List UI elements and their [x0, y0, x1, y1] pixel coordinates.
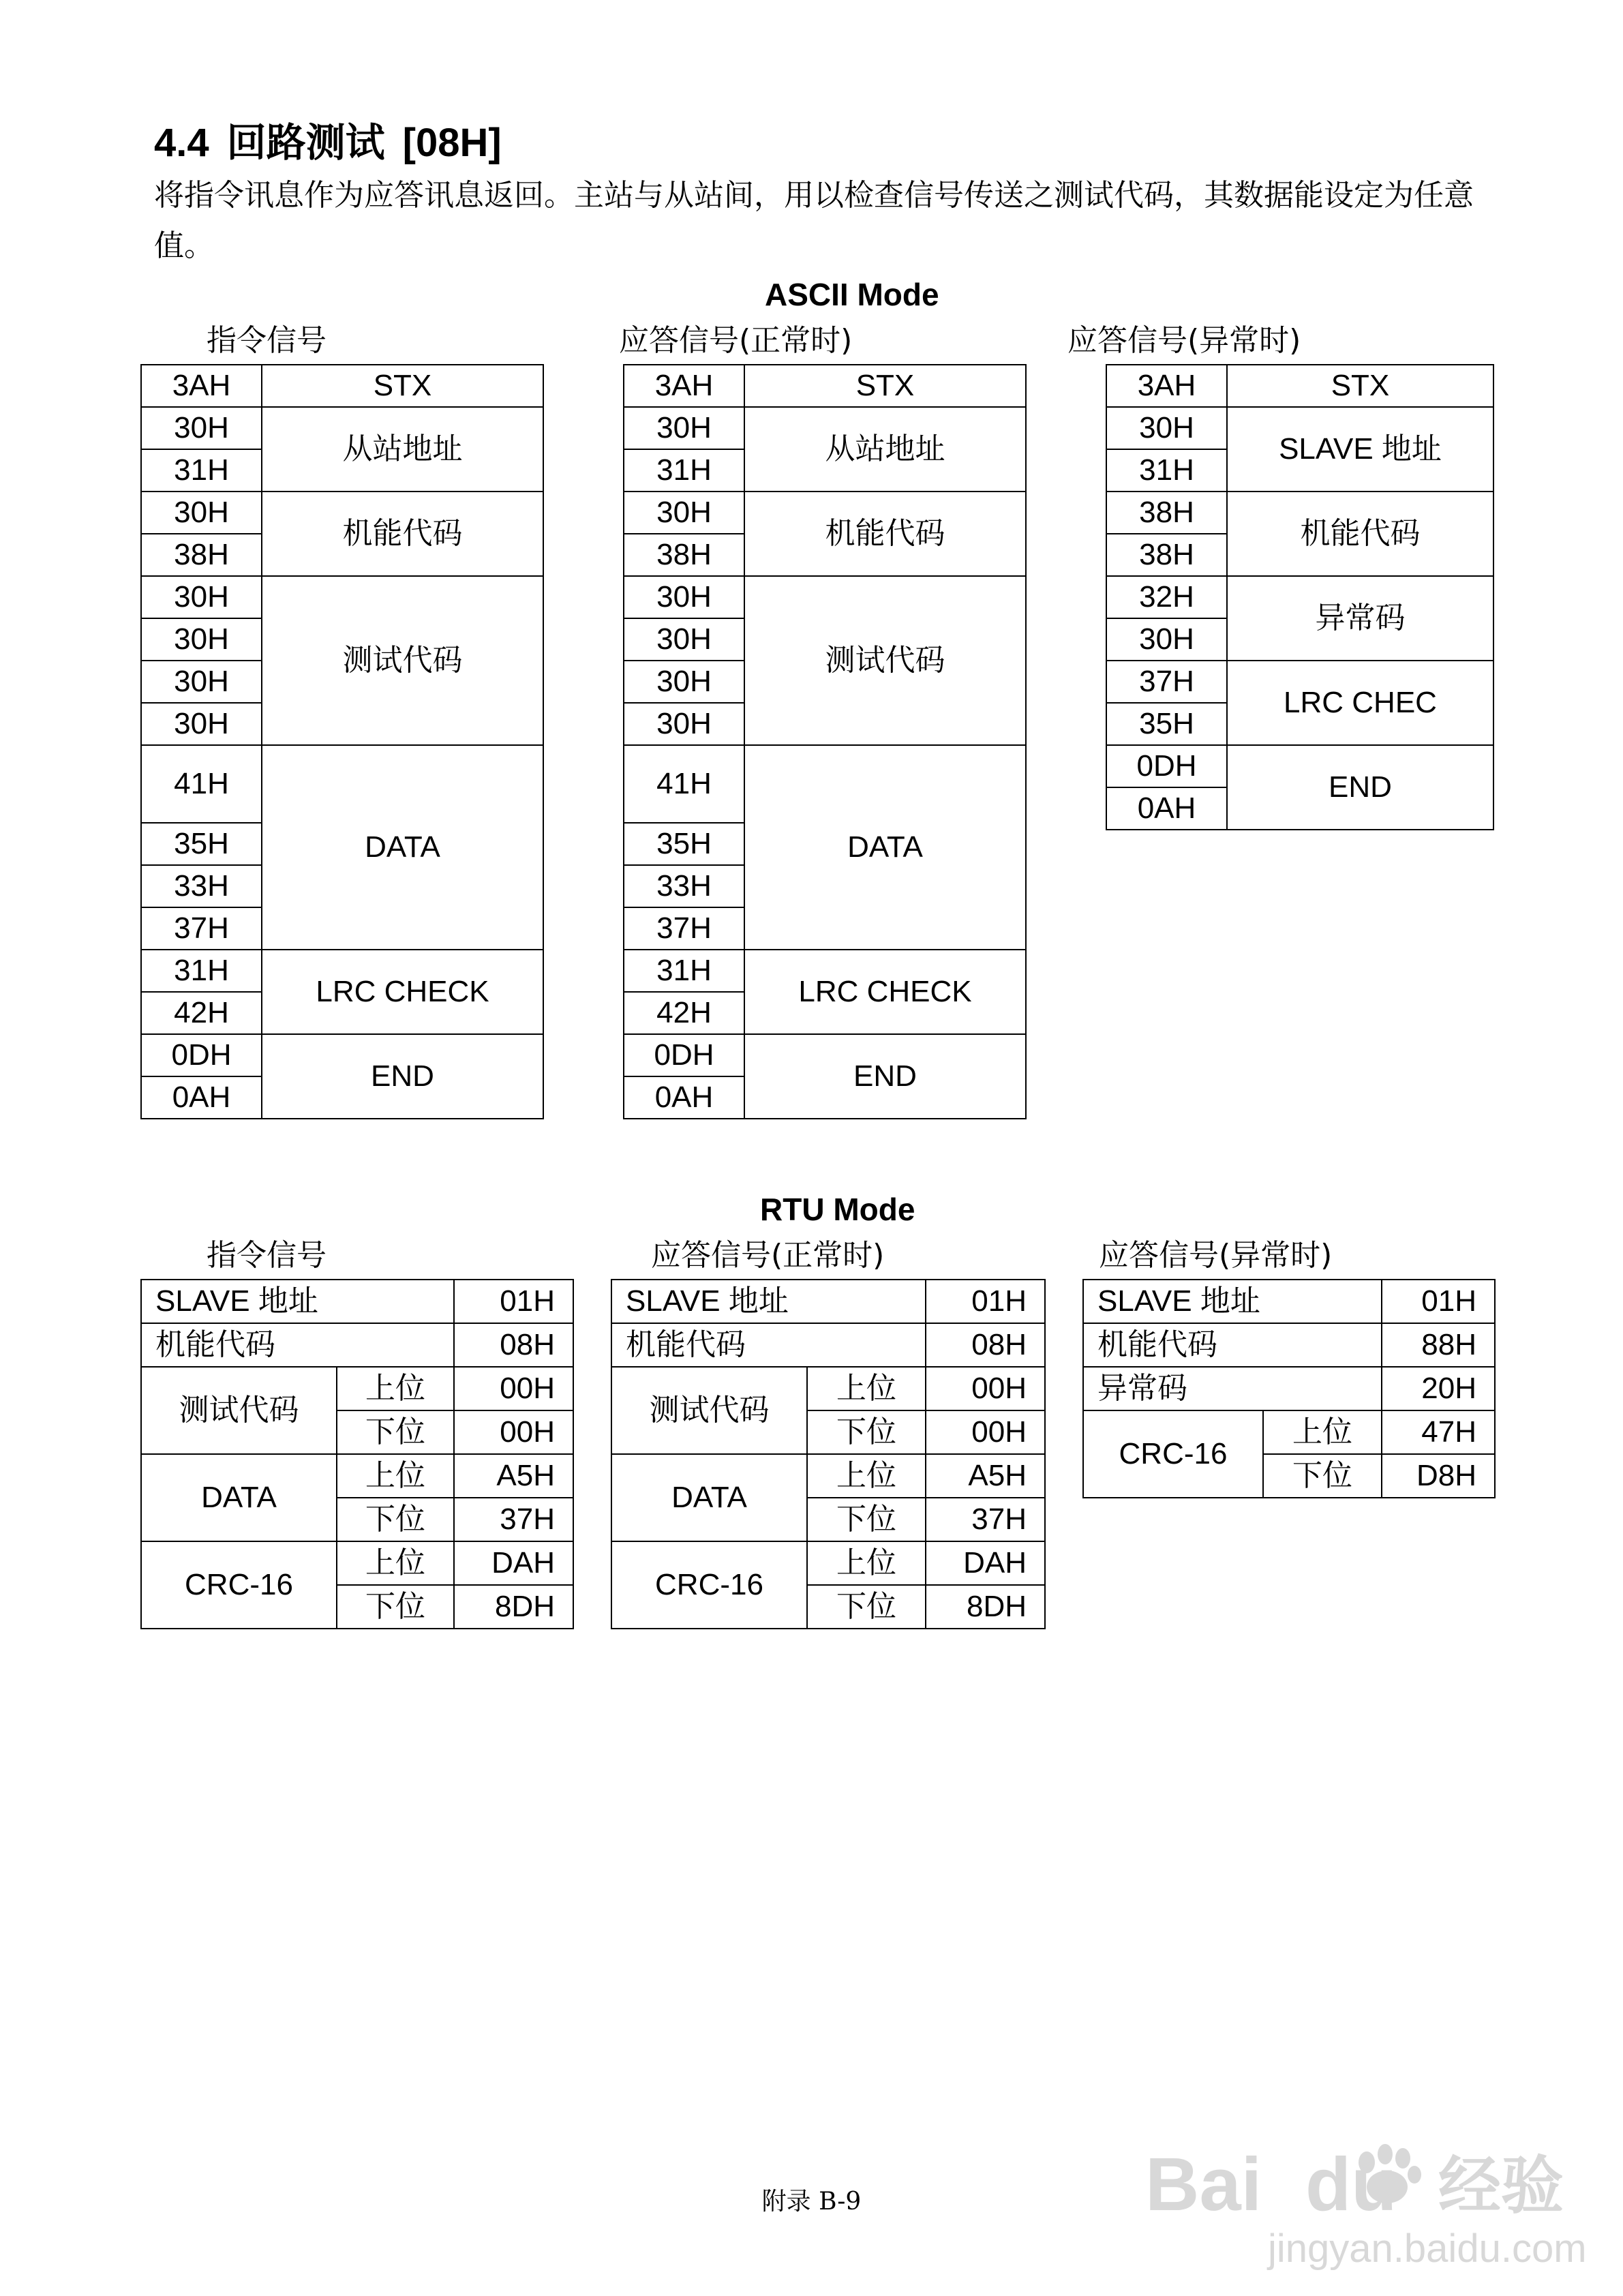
rtu-normal-table: [611, 1279, 1046, 1629]
ascii-mode-title: ASCII Mode: [765, 277, 939, 312]
ascii-error-code-cell: 37H: [1106, 661, 1227, 703]
rtu-command-row: [141, 1541, 573, 1585]
rtu-normal-low-label: 下位: [807, 1585, 926, 1629]
rtu-command-row: [141, 1280, 573, 1323]
ascii-error-code-cell: 32H: [1106, 576, 1227, 618]
ascii-error-row: [1106, 492, 1493, 534]
ascii-normal-code-cell: 30H: [624, 407, 744, 449]
rtu-normal-row: [611, 1367, 1045, 1410]
section-description: 将指令讯息作为应答讯息返回。主站与从站间，用以检查信号传送之测试代码，其数据能设定为任意值。: [154, 178, 1474, 263]
ascii-command-code-cell: 30H: [141, 703, 262, 745]
ascii-normal-code-cell: 3AH: [624, 365, 744, 407]
rtu-command-label-cell: CRC-16: [141, 1541, 337, 1629]
ascii-normal-row: [624, 1034, 1026, 1076]
ascii-normal-code-cell: 0DH: [624, 1034, 744, 1076]
ascii-command-code-cell: 30H: [141, 661, 262, 703]
rtu-normal-low-value: 00H: [926, 1410, 1045, 1454]
rtu-normal-high-value: 00H: [926, 1367, 1045, 1410]
rtu-error-label-cell: CRC-16: [1083, 1410, 1263, 1498]
rtu-error-row: [1083, 1410, 1495, 1454]
ascii-command-row: [141, 745, 543, 823]
ascii-command-code-cell: 30H: [141, 492, 262, 534]
rtu-command-value-cell: 08H: [454, 1323, 573, 1367]
ascii-normal-row: [624, 407, 1026, 449]
ascii-error-row: [1106, 745, 1493, 787]
ascii-normal-row: [624, 576, 1026, 618]
rtu-command-row: [141, 1454, 573, 1498]
rtu-error-value-cell: 20H: [1382, 1367, 1495, 1410]
ascii-normal-table: [623, 364, 1027, 1119]
ascii-error-code-cell: 0AH: [1106, 787, 1227, 830]
ascii-command-row: [141, 576, 543, 618]
wm-brand: Bai: [1145, 2143, 1262, 2226]
ascii-normal-label-cell: STX: [744, 365, 1026, 407]
ascii-normal-code-cell: 30H: [624, 576, 744, 618]
ascii-command-table: [140, 364, 544, 1119]
ascii-normal-row: [624, 365, 1026, 407]
rtu-command-low-value: 00H: [454, 1410, 573, 1454]
ascii-normal-code-cell: 37H: [624, 907, 744, 950]
ascii-error-row: [1106, 407, 1493, 449]
rtu-command-low-label: 下位: [337, 1585, 454, 1629]
ascii-command-code-cell: 31H: [141, 449, 262, 492]
rtu-normal-low-value: 37H: [926, 1498, 1045, 1541]
ascii-normal-code-cell: 30H: [624, 618, 744, 661]
ascii-error-code-cell: 38H: [1106, 534, 1227, 576]
ascii-normal-row: [624, 950, 1026, 992]
ascii-error-code-cell: 3AH: [1106, 365, 1227, 407]
ascii-error-label-cell: END: [1227, 745, 1493, 830]
rtu-normal-row: [611, 1454, 1045, 1498]
ascii-error-code-cell: 35H: [1106, 703, 1227, 745]
ascii-command-row: [141, 407, 543, 449]
rtu-command-table: [140, 1279, 574, 1629]
rtu-normal-row: [611, 1323, 1045, 1367]
rtu-normal-low-label: 下位: [807, 1498, 926, 1541]
rtu-error-high-label: 上位: [1263, 1410, 1382, 1454]
ascii-command-code-cell: 0DH: [141, 1034, 262, 1076]
ascii-error-label-cell: SLAVE 地址: [1227, 407, 1493, 492]
rtu-error-row: [1083, 1367, 1495, 1410]
rtu-mode-title: RTU Mode: [760, 1192, 915, 1227]
ascii-command-code-cell: 41H: [141, 745, 262, 823]
rtu-command-value-cell: 01H: [454, 1280, 573, 1323]
page-footer: 附录 B-9: [761, 2188, 862, 2216]
baidu-watermark-logo: [1132, 2113, 1602, 2277]
rtu-command-high-label: 上位: [337, 1454, 454, 1498]
ascii-command-code-cell: 42H: [141, 992, 262, 1034]
rtu-normal-high-value: A5H: [926, 1454, 1045, 1498]
ascii-command-code-cell: 30H: [141, 618, 262, 661]
rtu-error-row: [1083, 1323, 1495, 1367]
ascii-command-code-cell: 0AH: [141, 1076, 262, 1119]
ascii-command-code-cell: 35H: [141, 823, 262, 865]
ascii-normal-code-cell: 31H: [624, 950, 744, 992]
wm-url: jingyan.baidu.com: [1268, 2226, 1587, 2271]
rtu-normal-low-label: 下位: [807, 1410, 926, 1454]
rtu-normal-caption: 应答信号(正常时): [651, 1238, 885, 1273]
ascii-command-code-cell: 30H: [141, 576, 262, 618]
ascii-command-label-cell: 测试代码: [262, 576, 543, 745]
rtu-normal-label-cell: DATA: [611, 1454, 807, 1541]
ascii-normal-label-cell: LRC CHECK: [744, 950, 1026, 1034]
ascii-command-caption: 指令信号: [207, 323, 327, 358]
rtu-normal-value-cell: 08H: [926, 1323, 1045, 1367]
rtu-normal-label-cell: SLAVE 地址: [611, 1280, 926, 1323]
rtu-normal-high-label: 上位: [807, 1541, 926, 1585]
ascii-error-row: [1106, 576, 1493, 618]
rtu-normal-row: [611, 1280, 1045, 1323]
wm-cn: 经验: [1438, 2149, 1564, 2222]
ascii-command-label-cell: END: [262, 1034, 543, 1119]
ascii-normal-label-cell: 从站地址: [744, 407, 1026, 492]
rtu-error-value-cell: 88H: [1382, 1323, 1495, 1367]
ascii-normal-row: [624, 492, 1026, 534]
ascii-normal-code-cell: 42H: [624, 992, 744, 1034]
rtu-normal-label-cell: 测试代码: [611, 1367, 807, 1454]
ascii-normal-code-cell: 35H: [624, 823, 744, 865]
ascii-command-row: [141, 1034, 543, 1076]
ascii-error-label-cell: STX: [1227, 365, 1493, 407]
ascii-error-label-cell: LRC CHEC: [1227, 661, 1493, 745]
rtu-error-label-cell: SLAVE 地址: [1083, 1280, 1382, 1323]
rtu-command-high-value: DAH: [454, 1541, 573, 1585]
ascii-normal-row: [624, 745, 1026, 823]
rtu-error-table: [1082, 1279, 1496, 1498]
ascii-command-label-cell: DATA: [262, 745, 543, 950]
ascii-normal-code-cell: 0AH: [624, 1076, 744, 1119]
ascii-error-code-cell: 30H: [1106, 618, 1227, 661]
section-heading: [154, 116, 502, 170]
ascii-error-row: [1106, 661, 1493, 703]
rtu-error-low-value: D8H: [1382, 1454, 1495, 1498]
ascii-error-row: [1106, 365, 1493, 407]
rtu-normal-low-value: 8DH: [926, 1585, 1045, 1629]
rtu-command-label-cell: DATA: [141, 1454, 337, 1541]
rtu-error-label-cell: 机能代码: [1083, 1323, 1382, 1367]
ascii-command-code-cell: 33H: [141, 865, 262, 907]
rtu-command-row: [141, 1367, 573, 1410]
rtu-normal-label-cell: 机能代码: [611, 1323, 926, 1367]
section-number: 4.4: [154, 121, 209, 165]
ascii-normal-code-cell: 38H: [624, 534, 744, 576]
rtu-normal-value-cell: 01H: [926, 1280, 1045, 1323]
ascii-error-label-cell: 机能代码: [1227, 492, 1493, 576]
ascii-command-row: [141, 950, 543, 992]
ascii-command-label-cell: 从站地址: [262, 407, 543, 492]
rtu-normal-high-value: DAH: [926, 1541, 1045, 1585]
ascii-normal-code-cell: 30H: [624, 492, 744, 534]
rtu-command-high-value: A5H: [454, 1454, 573, 1498]
rtu-error-value-cell: 01H: [1382, 1280, 1495, 1323]
rtu-error-row: [1083, 1280, 1495, 1323]
section-code: [08H]: [402, 121, 502, 165]
rtu-command-label-cell: 测试代码: [141, 1367, 337, 1454]
ascii-error-code-cell: 30H: [1106, 407, 1227, 449]
rtu-command-low-label: 下位: [337, 1410, 454, 1454]
rtu-command-high-value: 00H: [454, 1367, 573, 1410]
rtu-normal-high-label: 上位: [807, 1454, 926, 1498]
ascii-command-code-cell: 30H: [141, 407, 262, 449]
rtu-command-low-label: 下位: [337, 1498, 454, 1541]
rtu-command-high-label: 上位: [337, 1541, 454, 1585]
ascii-normal-code-cell: 30H: [624, 661, 744, 703]
ascii-error-caption: 应答信号(异常时): [1067, 323, 1301, 358]
rtu-error-high-value: 47H: [1382, 1410, 1495, 1454]
wm-brand2: du: [1305, 2143, 1397, 2226]
rtu-normal-label-cell: CRC-16: [611, 1541, 807, 1629]
ascii-error-code-cell: 31H: [1106, 449, 1227, 492]
rtu-command-high-label: 上位: [337, 1367, 454, 1410]
rtu-error-low-label: 下位: [1263, 1454, 1382, 1498]
ascii-normal-code-cell: 41H: [624, 745, 744, 823]
ascii-command-label-cell: LRC CHECK: [262, 950, 543, 1034]
ascii-command-label-cell: STX: [262, 365, 543, 407]
section-title: 回路测试: [226, 121, 385, 165]
rtu-error-caption: 应答信号(异常时): [1099, 1238, 1333, 1273]
rtu-normal-row: [611, 1541, 1045, 1585]
ascii-command-row: [141, 492, 543, 534]
ascii-error-code-cell: 38H: [1106, 492, 1227, 534]
rtu-command-label-cell: SLAVE 地址: [141, 1280, 454, 1323]
ascii-normal-label-cell: 机能代码: [744, 492, 1026, 576]
rtu-command-label-cell: 机能代码: [141, 1323, 454, 1367]
rtu-command-low-value: 8DH: [454, 1585, 573, 1629]
ascii-error-label-cell: 异常码: [1227, 576, 1493, 661]
rtu-normal-high-label: 上位: [807, 1367, 926, 1410]
ascii-command-code-cell: 31H: [141, 950, 262, 992]
ascii-normal-label-cell: END: [744, 1034, 1026, 1119]
rtu-command-caption: 指令信号: [207, 1238, 327, 1273]
rtu-command-row: [141, 1323, 573, 1367]
ascii-normal-code-cell: 33H: [624, 865, 744, 907]
ascii-command-label-cell: 机能代码: [262, 492, 543, 576]
ascii-error-code-cell: 0DH: [1106, 745, 1227, 787]
ascii-command-code-cell: 37H: [141, 907, 262, 950]
ascii-error-table: [1106, 364, 1494, 830]
ascii-command-code-cell: 3AH: [141, 365, 262, 407]
rtu-command-low-value: 37H: [454, 1498, 573, 1541]
ascii-normal-caption: 应答信号(正常时): [619, 323, 853, 358]
ascii-command-row: [141, 365, 543, 407]
rtu-error-label-cell: 异常码: [1083, 1367, 1382, 1410]
ascii-normal-code-cell: 30H: [624, 703, 744, 745]
ascii-command-code-cell: 38H: [141, 534, 262, 576]
ascii-normal-label-cell: DATA: [744, 745, 1026, 950]
ascii-normal-label-cell: 测试代码: [744, 576, 1026, 745]
baidu-jingyan-watermark: [1132, 2113, 1602, 2277]
ascii-normal-code-cell: 31H: [624, 449, 744, 492]
